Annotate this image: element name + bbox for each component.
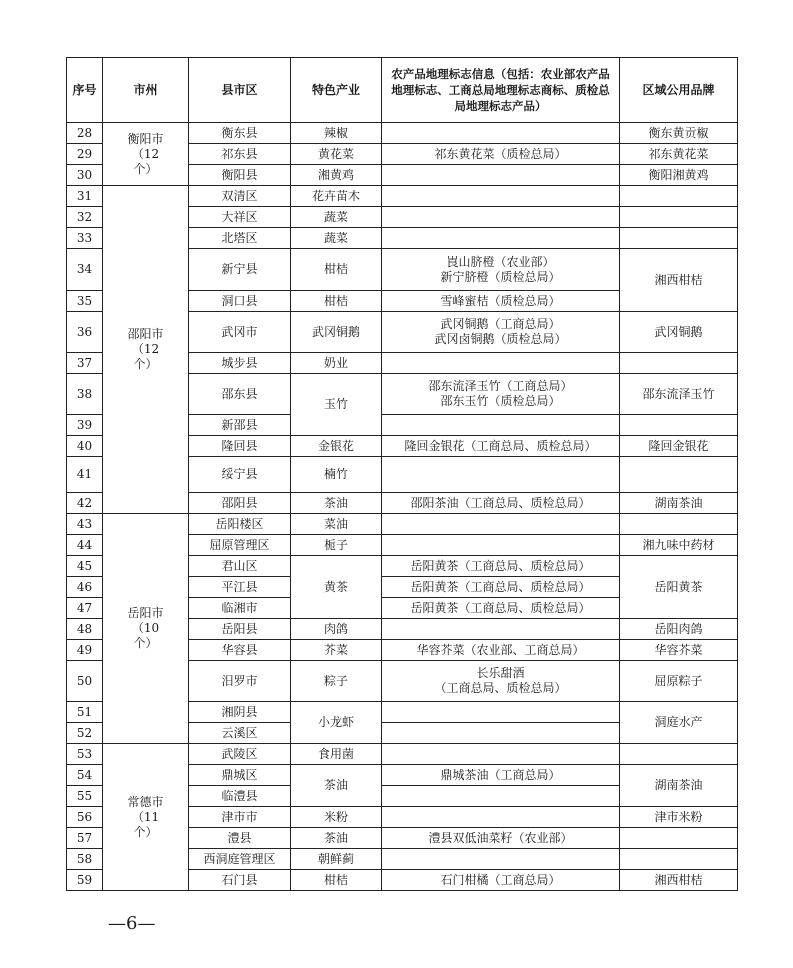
gi-line: （工商总局、质检总局） [434, 681, 567, 695]
county-cell: 洞口县 [189, 291, 291, 312]
row-no: 55 [67, 786, 103, 807]
brand-cell: 岳阳肉鸽 [620, 619, 738, 640]
county-cell: 衡阳县 [189, 165, 291, 186]
brand-cell [620, 415, 738, 436]
brand-cell [620, 207, 738, 228]
row-no: 34 [67, 249, 103, 291]
industry-cell: 黄茶 [291, 556, 382, 619]
page-number: —6— [108, 913, 156, 934]
table-row [67, 514, 738, 535]
county-cell: 岳阳县 [189, 619, 291, 640]
row-no: 35 [67, 291, 103, 312]
brand-cell: 衡东黄贡椒 [620, 123, 738, 144]
gi-cell [382, 353, 620, 374]
row-no: 32 [67, 207, 103, 228]
row-no: 38 [67, 374, 103, 415]
row-no: 57 [67, 828, 103, 849]
gi-cell [382, 661, 620, 702]
industry-cell: 武冈铜鹅 [291, 312, 382, 353]
brand-cell: 衡阳湘黄鸡 [620, 165, 738, 186]
county-cell: 屈原管理区 [189, 535, 291, 556]
industry-cell: 辣椒 [291, 123, 382, 144]
gi-cell [382, 165, 620, 186]
industry-cell: 蔬菜 [291, 207, 382, 228]
gi-cell [382, 702, 620, 723]
brand-cell: 隆回金银花 [620, 436, 738, 457]
brand-cell: 屈原粽子 [620, 661, 738, 702]
brand-cell [620, 849, 738, 870]
county-cell: 隆回县 [189, 436, 291, 457]
county-cell: 武冈市 [189, 312, 291, 353]
row-no: 39 [67, 415, 103, 436]
brand-cell [620, 353, 738, 374]
industry-cell: 奶业 [291, 353, 382, 374]
county-cell: 汨罗市 [189, 661, 291, 702]
gi-line: 新宁脐橙（质检总局） [440, 269, 561, 284]
county-cell: 湘阴县 [189, 702, 291, 723]
city-cell: 常德市（11 个） [103, 744, 189, 891]
county-cell: 鼎城区 [189, 765, 291, 786]
county-cell: 衡东县 [189, 123, 291, 144]
gi-cell [382, 207, 620, 228]
row-no: 54 [67, 765, 103, 786]
row-no: 56 [67, 807, 103, 828]
brand-cell [620, 744, 738, 765]
gi-cell: 华容芥菜（农业部、工商总局） [382, 640, 620, 661]
table-row [67, 186, 738, 207]
gi-product-table [66, 57, 738, 891]
row-no: 31 [67, 186, 103, 207]
industry-cell: 茶油 [291, 493, 382, 514]
county-cell: 云溪区 [189, 723, 291, 744]
gi-cell [382, 807, 620, 828]
county-cell: 新宁县 [189, 249, 291, 291]
gi-cell: 岳阳黄茶（工商总局、质检总局） [382, 556, 620, 577]
gi-cell: 岳阳黄茶（工商总局、质检总局） [382, 598, 620, 619]
gi-cell: 石门柑橘（工商总局） [382, 870, 620, 891]
industry-cell: 蔬菜 [291, 228, 382, 249]
industry-cell: 柑桔 [291, 291, 382, 312]
brand-cell [620, 514, 738, 535]
gi-cell: 岳阳黄茶（工商总局、质检总局） [382, 577, 620, 598]
gi-line: 邵东玉竹（质检总局） [440, 394, 561, 408]
header-no: 序号 [67, 58, 103, 123]
gi-cell: 隆回金银花（工商总局、质检总局） [382, 436, 620, 457]
row-no: 28 [67, 123, 103, 144]
industry-cell: 小龙虾 [291, 702, 382, 744]
city-cell: 岳阳市（10 个） [103, 514, 189, 744]
county-cell: 双清区 [189, 186, 291, 207]
gi-line: 武冈铜鹅（工商总局） [440, 317, 561, 331]
row-no: 59 [67, 870, 103, 891]
gi-cell [382, 123, 620, 144]
row-no: 48 [67, 619, 103, 640]
header-brand: 区域公用品牌 [620, 58, 738, 123]
gi-cell [382, 849, 620, 870]
header-county: 县市区 [189, 58, 291, 123]
row-no: 41 [67, 457, 103, 493]
gi-cell: 雪峰蜜桔（质检总局） [382, 291, 620, 312]
brand-cell: 湖南茶油 [620, 765, 738, 807]
industry-cell: 朝鲜蓟 [291, 849, 382, 870]
gi-cell [382, 249, 620, 291]
gi-cell: 祁东黄花菜（质检总局） [382, 144, 620, 165]
gi-cell [382, 186, 620, 207]
gi-line: 武冈卤铜鹅（质检总局） [434, 332, 567, 346]
row-no: 49 [67, 640, 103, 661]
brand-cell: 华容芥菜 [620, 640, 738, 661]
gi-cell: 邵阳茶油（工商总局、质检总局） [382, 493, 620, 514]
header-industry: 特色产业 [291, 58, 382, 123]
county-cell: 临澧县 [189, 786, 291, 807]
industry-cell: 肉鸽 [291, 619, 382, 640]
industry-cell: 柑桔 [291, 249, 382, 291]
county-cell: 石门县 [189, 870, 291, 891]
gi-cell [382, 228, 620, 249]
row-no: 42 [67, 493, 103, 514]
row-no: 37 [67, 353, 103, 374]
brand-cell [620, 457, 738, 493]
industry-cell: 花卉苗木 [291, 186, 382, 207]
industry-cell: 栀子 [291, 535, 382, 556]
county-cell: 新邵县 [189, 415, 291, 436]
row-no: 45 [67, 556, 103, 577]
county-cell: 华容县 [189, 640, 291, 661]
county-cell: 北塔区 [189, 228, 291, 249]
county-cell: 君山区 [189, 556, 291, 577]
gi-cell [382, 514, 620, 535]
industry-cell: 茶油 [291, 765, 382, 807]
industry-cell: 金银花 [291, 436, 382, 457]
brand-cell: 邵东流泽玉竹 [620, 374, 738, 415]
gi-cell: 鼎城茶油（工商总局） [382, 765, 620, 786]
industry-cell: 米粉 [291, 807, 382, 828]
gi-cell [382, 723, 620, 744]
city-cell: 衡阳市（12 个） [103, 123, 189, 186]
table-header-row [67, 58, 738, 123]
gi-cell [382, 312, 620, 353]
row-no: 51 [67, 702, 103, 723]
row-no: 29 [67, 144, 103, 165]
county-cell: 武陵区 [189, 744, 291, 765]
county-cell: 城步县 [189, 353, 291, 374]
brand-cell: 洞庭水产 [620, 702, 738, 744]
county-cell: 邵阳县 [189, 493, 291, 514]
gi-line: 崀山脐橙（农业部） [446, 254, 555, 269]
county-cell: 临湘市 [189, 598, 291, 619]
brand-cell: 津市米粉 [620, 807, 738, 828]
row-no: 44 [67, 535, 103, 556]
city-cell: 邵阳市（12 个） [103, 186, 189, 514]
county-cell: 澧县 [189, 828, 291, 849]
table-row [67, 123, 738, 144]
gi-line: 邵东流泽玉竹（工商总局） [428, 379, 573, 393]
industry-cell: 楠竹 [291, 457, 382, 493]
industry-cell: 粽子 [291, 661, 382, 702]
brand-cell [620, 828, 738, 849]
gi-cell [382, 457, 620, 493]
county-cell: 岳阳楼区 [189, 514, 291, 535]
row-no: 43 [67, 514, 103, 535]
brand-cell: 湘西柑桔 [620, 249, 738, 312]
row-no: 58 [67, 849, 103, 870]
county-cell: 邵东县 [189, 374, 291, 415]
brand-cell [620, 228, 738, 249]
header-city: 市州 [103, 58, 189, 123]
row-no: 52 [67, 723, 103, 744]
industry-cell: 黄花菜 [291, 144, 382, 165]
industry-cell: 柑桔 [291, 870, 382, 891]
row-no: 47 [67, 598, 103, 619]
brand-cell [620, 186, 738, 207]
brand-cell: 祁东黄花菜 [620, 144, 738, 165]
gi-cell [382, 374, 620, 415]
county-cell: 平江县 [189, 577, 291, 598]
industry-cell: 茶油 [291, 828, 382, 849]
gi-cell [382, 535, 620, 556]
industry-cell: 芥菜 [291, 640, 382, 661]
row-no: 30 [67, 165, 103, 186]
county-cell: 津市市 [189, 807, 291, 828]
county-cell: 祁东县 [189, 144, 291, 165]
gi-cell [382, 744, 620, 765]
brand-cell: 湘西柑桔 [620, 870, 738, 891]
gi-cell [382, 619, 620, 640]
table-row [67, 744, 738, 765]
industry-cell: 玉竹 [291, 374, 382, 436]
row-no: 36 [67, 312, 103, 353]
row-no: 53 [67, 744, 103, 765]
gi-cell: 澧县双低油菜籽（农业部） [382, 828, 620, 849]
row-no: 50 [67, 661, 103, 702]
brand-cell: 湖南茶油 [620, 493, 738, 514]
row-no: 46 [67, 577, 103, 598]
brand-cell: 湘九味中药材 [620, 535, 738, 556]
industry-cell: 食用菌 [291, 744, 382, 765]
county-cell: 西洞庭管理区 [189, 849, 291, 870]
brand-cell: 岳阳黄茶 [620, 556, 738, 619]
industry-cell: 菜油 [291, 514, 382, 535]
row-no: 33 [67, 228, 103, 249]
header-gi: 农产品地理标志信息（包括：农业部农产品地理标志、工商总局地理标志商标、质检总局地理标志产品） [382, 58, 620, 123]
industry-cell: 湘黄鸡 [291, 165, 382, 186]
gi-cell [382, 415, 620, 436]
row-no: 40 [67, 436, 103, 457]
gi-cell [382, 786, 620, 807]
county-cell: 绥宁县 [189, 457, 291, 493]
gi-line: 长乐甜酒 [476, 666, 525, 680]
brand-cell: 武冈铜鹅 [620, 312, 738, 353]
county-cell: 大祥区 [189, 207, 291, 228]
